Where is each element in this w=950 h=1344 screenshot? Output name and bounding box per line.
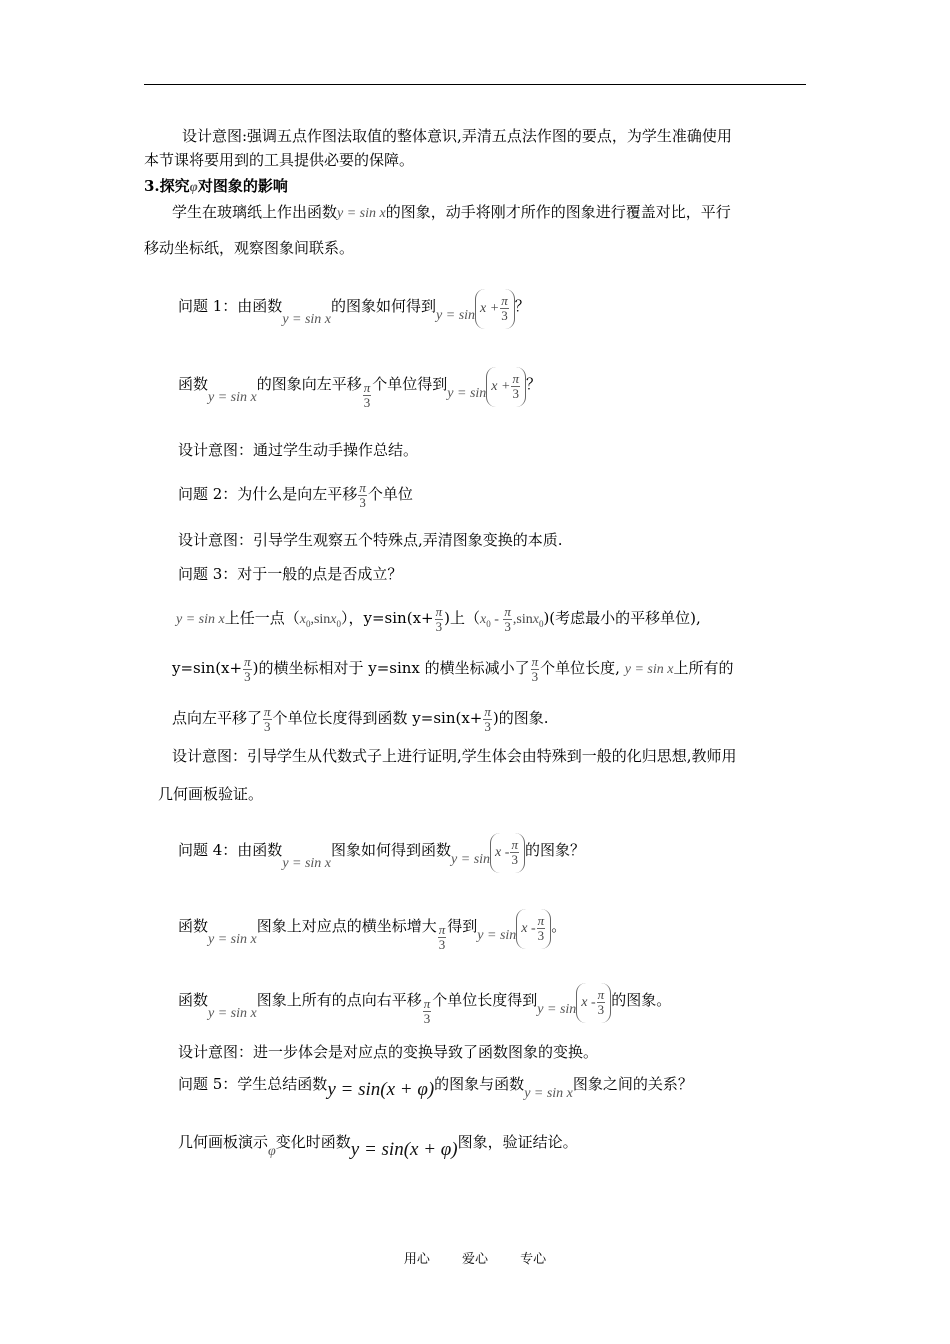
text: 图象上所有的点向右平移 (256, 991, 422, 1009)
proof-line-3 (172, 698, 549, 738)
proof-line-1 (176, 598, 701, 644)
text: 的图象？ (524, 841, 585, 859)
footer-text: 爱心 (461, 1252, 488, 1267)
numerator: π (504, 603, 511, 619)
paren-group (516, 909, 551, 949)
design-intent-4a: 设计意图：引导学生从代数式子上进行证明,学生体会由特殊到一般的化归思想,教师用 (172, 747, 737, 765)
fraction (511, 372, 520, 401)
text: ？ (525, 375, 541, 393)
geometry-demo-line (178, 1124, 578, 1162)
text: 问题 5：学生总结函数 (178, 1075, 328, 1093)
question-4 (178, 828, 585, 874)
text: 问题 4：由函数 (178, 841, 283, 859)
math-expr: y = sin x (624, 662, 674, 677)
fraction (423, 997, 432, 1026)
text: 变化时函数 (275, 1133, 351, 1151)
text: 的图象。 (611, 991, 672, 1009)
denominator: 3 (537, 928, 545, 944)
question-5 (178, 1066, 693, 1104)
math-expr: y = sin (537, 1002, 577, 1017)
numerator: π (512, 371, 519, 387)
denominator: 3 (484, 718, 491, 734)
text: 个单位得到 (372, 375, 448, 393)
fraction (500, 294, 509, 323)
text: 的图象向左平移 (256, 375, 362, 393)
paren-group (475, 289, 515, 329)
text: 图象之间的关系？ (572, 1075, 693, 1093)
math-expr: x (330, 612, 337, 627)
denominator: 3 (511, 852, 518, 868)
math-expr: y = sin x (208, 932, 257, 947)
numerator: π (244, 653, 251, 669)
text: 学生在玻璃纸上作出函数 (172, 203, 338, 221)
design-intent-3: 设计意图：引导学生观察五个特殊点,弄清图象变换的本质. (178, 531, 563, 549)
section-heading (144, 176, 288, 198)
math-expr: y = sin(x + φ) (350, 1139, 458, 1160)
text: 个单位长度得到函数 y=sin(x+ (272, 709, 483, 727)
subscript: 0 (538, 619, 544, 629)
denominator: 3 (359, 494, 366, 510)
math-expr: x - (521, 921, 536, 936)
math-expr: x + (480, 301, 500, 316)
math-expr: x - (495, 845, 510, 860)
text: 问题 2：为什么是向左平移 (178, 485, 358, 503)
text: 上所有的 (673, 659, 734, 677)
section-number: 3.探究 (144, 177, 190, 195)
math-expr: x + (491, 379, 511, 394)
fraction (358, 481, 367, 510)
fraction (263, 705, 272, 734)
text: )的横坐标相对于 y=sinx 的横坐标减小了 (252, 659, 530, 677)
paragraph-2a (172, 202, 731, 224)
denominator: 3 (363, 394, 371, 410)
text: )上（ (444, 609, 480, 627)
text: 点向左平移了 (172, 709, 263, 727)
paren-group (576, 983, 611, 1023)
text: 图象上对应点的横坐标增大 (256, 917, 437, 935)
text: 问题 1：由函数 (178, 297, 283, 315)
numerator: π (435, 603, 443, 619)
question-3: 问题 3：对于一般的点是否成立？ (178, 565, 403, 583)
math-expr: y = sin x (337, 206, 386, 221)
denominator: 3 (264, 718, 271, 734)
text: 的图象如何得到 (331, 297, 437, 315)
math-expr: y = sin (436, 308, 476, 323)
subscript: 0 (486, 619, 491, 629)
text: 函数 (178, 991, 209, 1009)
fraction (243, 655, 252, 684)
text: y=sin(x+ (172, 659, 243, 677)
design-intent-1b: 本节课将要用到的工具提供必要的保障。 (144, 151, 415, 169)
answer-4a (178, 904, 566, 950)
denominator: 3 (531, 668, 539, 684)
denominator: 3 (435, 618, 443, 634)
text: 的图象与函数 (434, 1075, 525, 1093)
denominator: 3 (438, 936, 446, 952)
design-intent-1a: 设计意图:强调五点作图法取值的整体意识,弄清五点法作图的要点，为学生准确使用 (182, 127, 732, 145)
fraction (363, 381, 372, 410)
phi-symbol: φ (189, 180, 198, 195)
numerator: π (531, 653, 539, 669)
math-expr: x (532, 612, 539, 627)
text: 上任一点（ (224, 609, 300, 627)
text: 几何画板演示 (178, 1133, 269, 1151)
header-rule (144, 84, 806, 85)
paren-group (490, 833, 525, 873)
fraction (438, 923, 447, 952)
design-intent-5: 设计意图：进一步体会是对应点的变换导致了函数图象的变换。 (178, 1043, 599, 1061)
text: 个单位 (367, 485, 413, 503)
math-expr: y = sin x (208, 390, 257, 405)
question-1 (178, 284, 530, 330)
math-expr: y = sin(x + φ) (327, 1079, 435, 1100)
text: )的图象. (492, 709, 549, 727)
text: 的图象，动手将刚才所作的图象进行覆盖对比，平行 (385, 203, 731, 221)
numerator: π (264, 703, 271, 719)
answer-1 (178, 362, 541, 408)
numerator: π (438, 921, 446, 937)
page-footer (0, 1248, 950, 1267)
math-expr: y = sin x (524, 1086, 573, 1101)
answer-4b (178, 978, 671, 1024)
numerator: π (501, 293, 508, 309)
proof-line-2 (172, 648, 733, 690)
numerator: π (423, 995, 431, 1011)
fraction (597, 988, 606, 1017)
text: ），y=sin(x+ (341, 609, 434, 627)
math-expr: y = sin x (282, 312, 332, 327)
math-expr: y = sin x (282, 856, 332, 871)
text: 函数 (178, 375, 209, 393)
denominator: 3 (504, 618, 511, 634)
numerator: π (511, 837, 518, 853)
numerator: π (363, 379, 371, 395)
text: 图象如何得到函数 (331, 841, 452, 859)
math-expr: y = sin x (176, 612, 225, 627)
text: ？ (514, 297, 530, 315)
design-intent-2: 设计意图：通过学生动手操作总结。 (178, 441, 419, 459)
question-2 (178, 474, 413, 514)
denominator: 3 (597, 1002, 605, 1018)
fraction (537, 914, 546, 943)
math-expr: ,sin (512, 612, 533, 627)
math-expr: y = sin (451, 852, 491, 867)
fraction (503, 605, 512, 634)
numerator: π (537, 913, 545, 929)
math-expr: y = sin (477, 928, 517, 943)
text: 函数 (178, 917, 209, 935)
phi-symbol: φ (268, 1144, 276, 1159)
math-expr: ,sin (310, 612, 331, 627)
math-expr: x (299, 612, 306, 627)
design-intent-4b: 几何画板验证。 (158, 785, 264, 803)
math-expr: - (490, 612, 503, 627)
fraction (510, 838, 519, 867)
math-expr: x - (581, 995, 596, 1010)
denominator: 3 (423, 1010, 431, 1026)
text: )(考虑最小的平移单位), (543, 609, 701, 627)
text: 得到 (447, 917, 478, 935)
numerator: π (484, 703, 491, 719)
text: 个单位长度得到 (432, 991, 538, 1009)
denominator: 3 (244, 668, 251, 684)
denominator: 3 (501, 308, 508, 324)
fraction (531, 655, 540, 684)
denominator: 3 (512, 386, 519, 402)
paragraph-2b: 移动坐标纸，观察图象间联系。 (144, 239, 355, 257)
math-expr: y = sin x (208, 1006, 257, 1021)
text: 个单位长度, (540, 659, 620, 677)
text: 。 (551, 917, 567, 935)
footer-text: 用心 (403, 1252, 430, 1267)
fraction (483, 705, 492, 734)
subscript: 0 (305, 619, 311, 629)
paren-group (486, 367, 526, 407)
text: 图象，验证结论。 (457, 1133, 578, 1151)
math-expr: x (479, 612, 487, 627)
fraction (435, 605, 444, 634)
math-expr: y = sin (447, 386, 487, 401)
section-title: 对图象的影响 (197, 177, 288, 195)
subscript: 0 (336, 619, 342, 629)
numerator: π (597, 987, 605, 1003)
footer-text: 专心 (520, 1252, 547, 1267)
numerator: π (359, 479, 366, 495)
